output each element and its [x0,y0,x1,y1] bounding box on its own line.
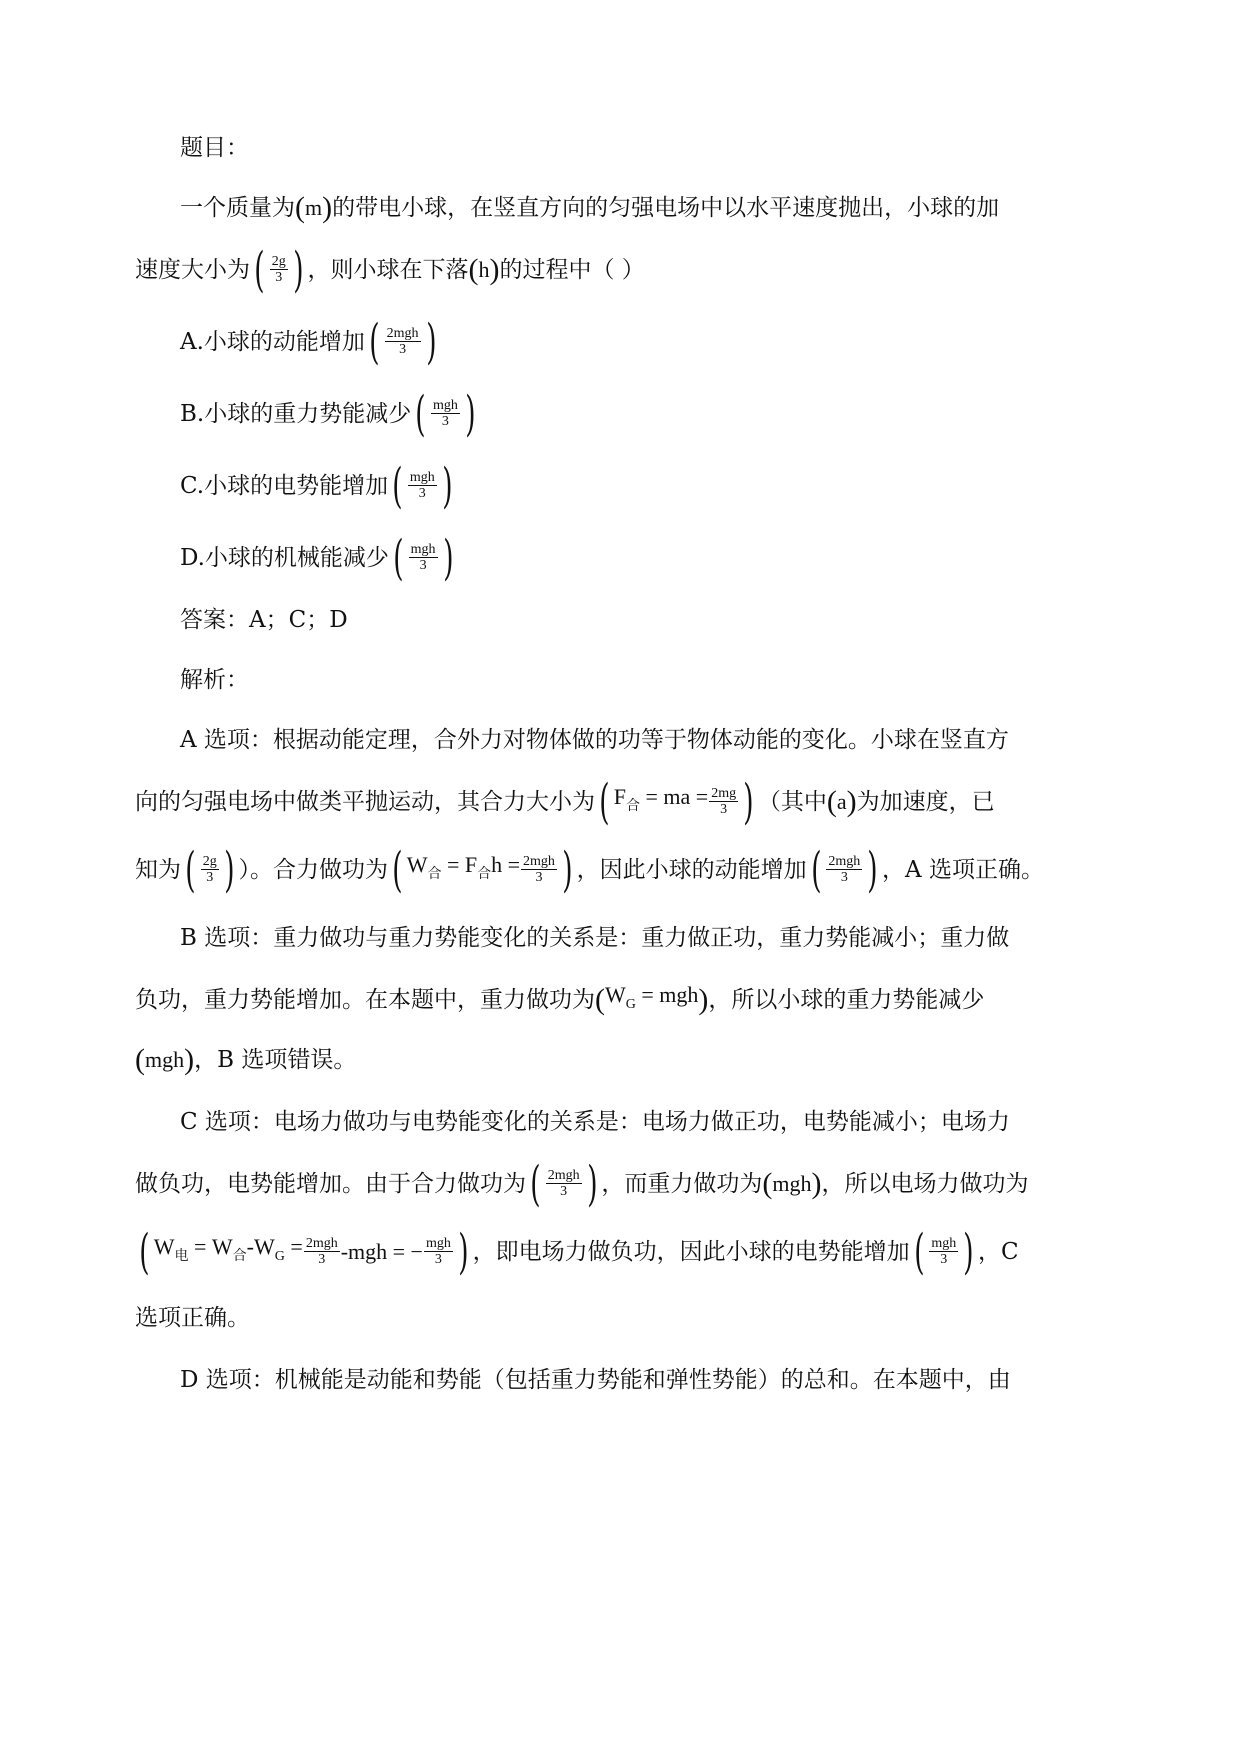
big-open-paren: ( [599,774,610,830]
subscript: 合 [477,867,492,882]
numerator: mgh [410,542,436,557]
big-open-paren: ( [254,242,265,298]
text: 的过程中（ ） [499,257,645,283]
var-W: W [406,852,428,877]
denominator: 3 [940,1252,948,1267]
fraction [709,786,738,818]
fraction-acc [270,254,288,286]
var-mgh: mgh [772,1171,812,1196]
big-open-paren: ( [369,314,380,370]
big-open-paren: ( [185,842,196,898]
question-line-1 [180,188,1000,228]
var-W: W [605,982,626,1007]
fraction [546,1168,582,1200]
big-close-paren: ) [465,386,476,442]
option-label: C.小球的电势能增加 [180,473,389,499]
text: 向的匀强电场中做类平抛运动，其合力大小为 [135,789,595,815]
text: （其中 [757,789,827,815]
open-paren: ( [595,983,605,1016]
option-label: D.小球的机械能减少 [180,545,389,571]
equation-part: = ma = [645,784,709,809]
big-open-paren: ( [415,386,426,442]
close-paren: ) [184,1043,195,1076]
open-paren: ( [468,253,479,286]
math [154,1227,303,1277]
big-open-paren: ( [393,530,404,586]
title: 题目： [180,135,249,161]
question-line-2 [135,242,645,298]
fraction [826,854,862,886]
close-paren: ) [322,191,333,224]
numerator: 2mgh [523,854,555,869]
analysis-d-line-1: D 选项：机械能是动能和势能（包括重力势能和弹性势能）的总和。在本题中，由 [180,1367,1011,1393]
equation-part: = F [446,852,478,877]
big-close-paren: ) [441,458,453,514]
text: ，C [977,1239,1019,1265]
open-paren: ( [826,785,837,818]
answer: 答案：A；C；D [180,607,348,633]
close-paren: ) [846,785,857,818]
option-d [180,530,457,586]
big-close-paren: ) [223,842,235,898]
text: 知为 [135,857,181,883]
math [614,777,708,827]
big-open-paren: ( [913,1224,925,1280]
numerator: 2mgh [386,326,419,341]
analysis-b-line-3 [135,1040,356,1080]
text: 做负功，电势能增加。由于合力做功为 [135,1171,526,1197]
subscript: 合 [427,867,442,882]
var-F: F [613,784,626,809]
subscript: G [274,1249,285,1264]
denominator: 3 [441,414,449,429]
text: ，所以小球的重力势能减少 [708,987,985,1013]
close-paren: ) [811,1167,822,1200]
fraction [201,854,219,886]
text: 速度大小为 [135,257,250,283]
analysis-a-line-1: A 选项：根据动能定理，合外力对物体做的功等于物体动能的变化。小球在竖直方 [180,727,1009,753]
text: 为加速度，已 [856,789,995,815]
equation-part: = [290,1234,303,1259]
denominator: 3 [275,270,283,285]
text: ，因此小球的动能增加 [576,857,807,883]
equation-part: = mgh [641,982,699,1007]
fraction [408,470,437,502]
numerator: 2mgh [547,1168,580,1183]
numerator: mgh [425,1236,451,1251]
fraction [521,854,557,886]
equation-part: = W [194,1234,233,1259]
big-close-paren: ) [442,530,454,586]
denominator: 3 [418,486,426,501]
option-a [180,314,440,370]
big-close-paren: ) [425,314,437,370]
analysis-a-line-2 [135,774,995,830]
analysis-b-line-1: B 选项：重力做功与重力势能变化的关系是：重力做正功，重力势能减小；重力做 [180,925,1010,951]
text: 负功，重力势能增加。在本题中，重力做功为 [135,987,595,1013]
fraction [431,398,460,430]
analysis-c-line-4: 选项正确。 [135,1305,250,1331]
denominator: 3 [434,1252,442,1267]
var-W: W [153,1234,175,1259]
var-a: a [836,789,847,814]
option-label: A.小球的动能增加 [180,329,365,355]
analysis-c-line-1: C 选项：电场力做功与电势能变化的关系是：电场力做正功，电势能减小；电场力 [180,1109,1010,1135]
analysis-b-line-2 [135,980,984,1020]
open-paren: ( [762,1167,773,1200]
option-label: B.小球的重力势能减少 [180,401,412,427]
subscript: 电 [174,1249,189,1264]
var-m: m [305,195,323,220]
fraction [409,542,438,574]
big-close-paren: ) [867,842,878,898]
analysis-c-line-3 [135,1224,1019,1280]
numerator: mgh [409,470,435,485]
numerator: 2g [271,254,286,269]
math [407,845,520,895]
denominator: 3 [535,870,543,885]
big-open-paren: ( [392,842,403,898]
equation-part: -W [246,1234,275,1259]
big-close-paren: ) [586,1156,598,1212]
close-paren: ) [489,253,500,286]
big-close-paren: ) [458,1224,469,1280]
text: ）。合力做功为 [238,857,388,883]
text: 一个质量为 [180,195,295,221]
analysis-a-line-3 [135,842,1044,898]
big-close-paren: ) [292,242,304,298]
numerator: 2mg [711,786,737,801]
denominator: 3 [720,802,728,817]
fraction [304,1236,340,1268]
big-open-paren: ( [139,1224,150,1280]
analysis-c-line-2 [135,1156,1029,1212]
analysis-title: 解析： [180,667,249,693]
close-paren: ) [698,983,709,1016]
subscript: 合 [232,1249,247,1264]
text: ，则小球在下落 [307,257,469,283]
text: 的带电小球，在竖直方向的匀强电场中以水平速度抛出，小球的加 [332,195,1000,221]
denominator: 3 [419,558,427,573]
fraction [385,326,421,358]
subscript: 合 [625,799,640,814]
option-c [180,458,456,514]
big-open-paren: ( [392,458,403,514]
big-close-paren: ) [743,774,754,830]
text: ，即电场力做负功，因此小球的电势能增加 [472,1239,910,1265]
equation-part: h = [491,852,521,877]
big-close-paren: ) [963,1224,974,1280]
denominator: 3 [206,870,214,885]
fraction [929,1236,958,1268]
numerator: 2mgh [305,1236,338,1251]
option-b [180,386,480,442]
text: ，A 选项正确。 [882,857,1044,883]
denominator: 3 [560,1184,568,1199]
denominator: 3 [840,870,848,885]
numerator: 2mgh [828,854,861,869]
fraction [424,1236,453,1268]
var-mgh: mgh [145,1047,185,1072]
text: ，B 选项错误。 [194,1047,357,1073]
big-close-paren: ) [562,842,573,898]
denominator: 3 [399,342,407,357]
text: ，而重力做功为 [601,1171,763,1197]
big-open-paren: ( [810,842,822,898]
equation-part: -mgh = − [340,1239,423,1264]
open-paren: ( [135,1043,145,1076]
big-open-paren: ( [530,1156,541,1212]
denominator: 3 [318,1252,326,1267]
text: ，所以电场力做功为 [821,1171,1029,1197]
subscript: G [625,997,636,1012]
open-paren: ( [295,191,305,224]
numerator: mgh [432,398,458,413]
numerator: 2g [202,854,217,869]
numerator: mgh [931,1236,957,1251]
var-h: h [478,257,490,282]
math [605,975,698,1025]
